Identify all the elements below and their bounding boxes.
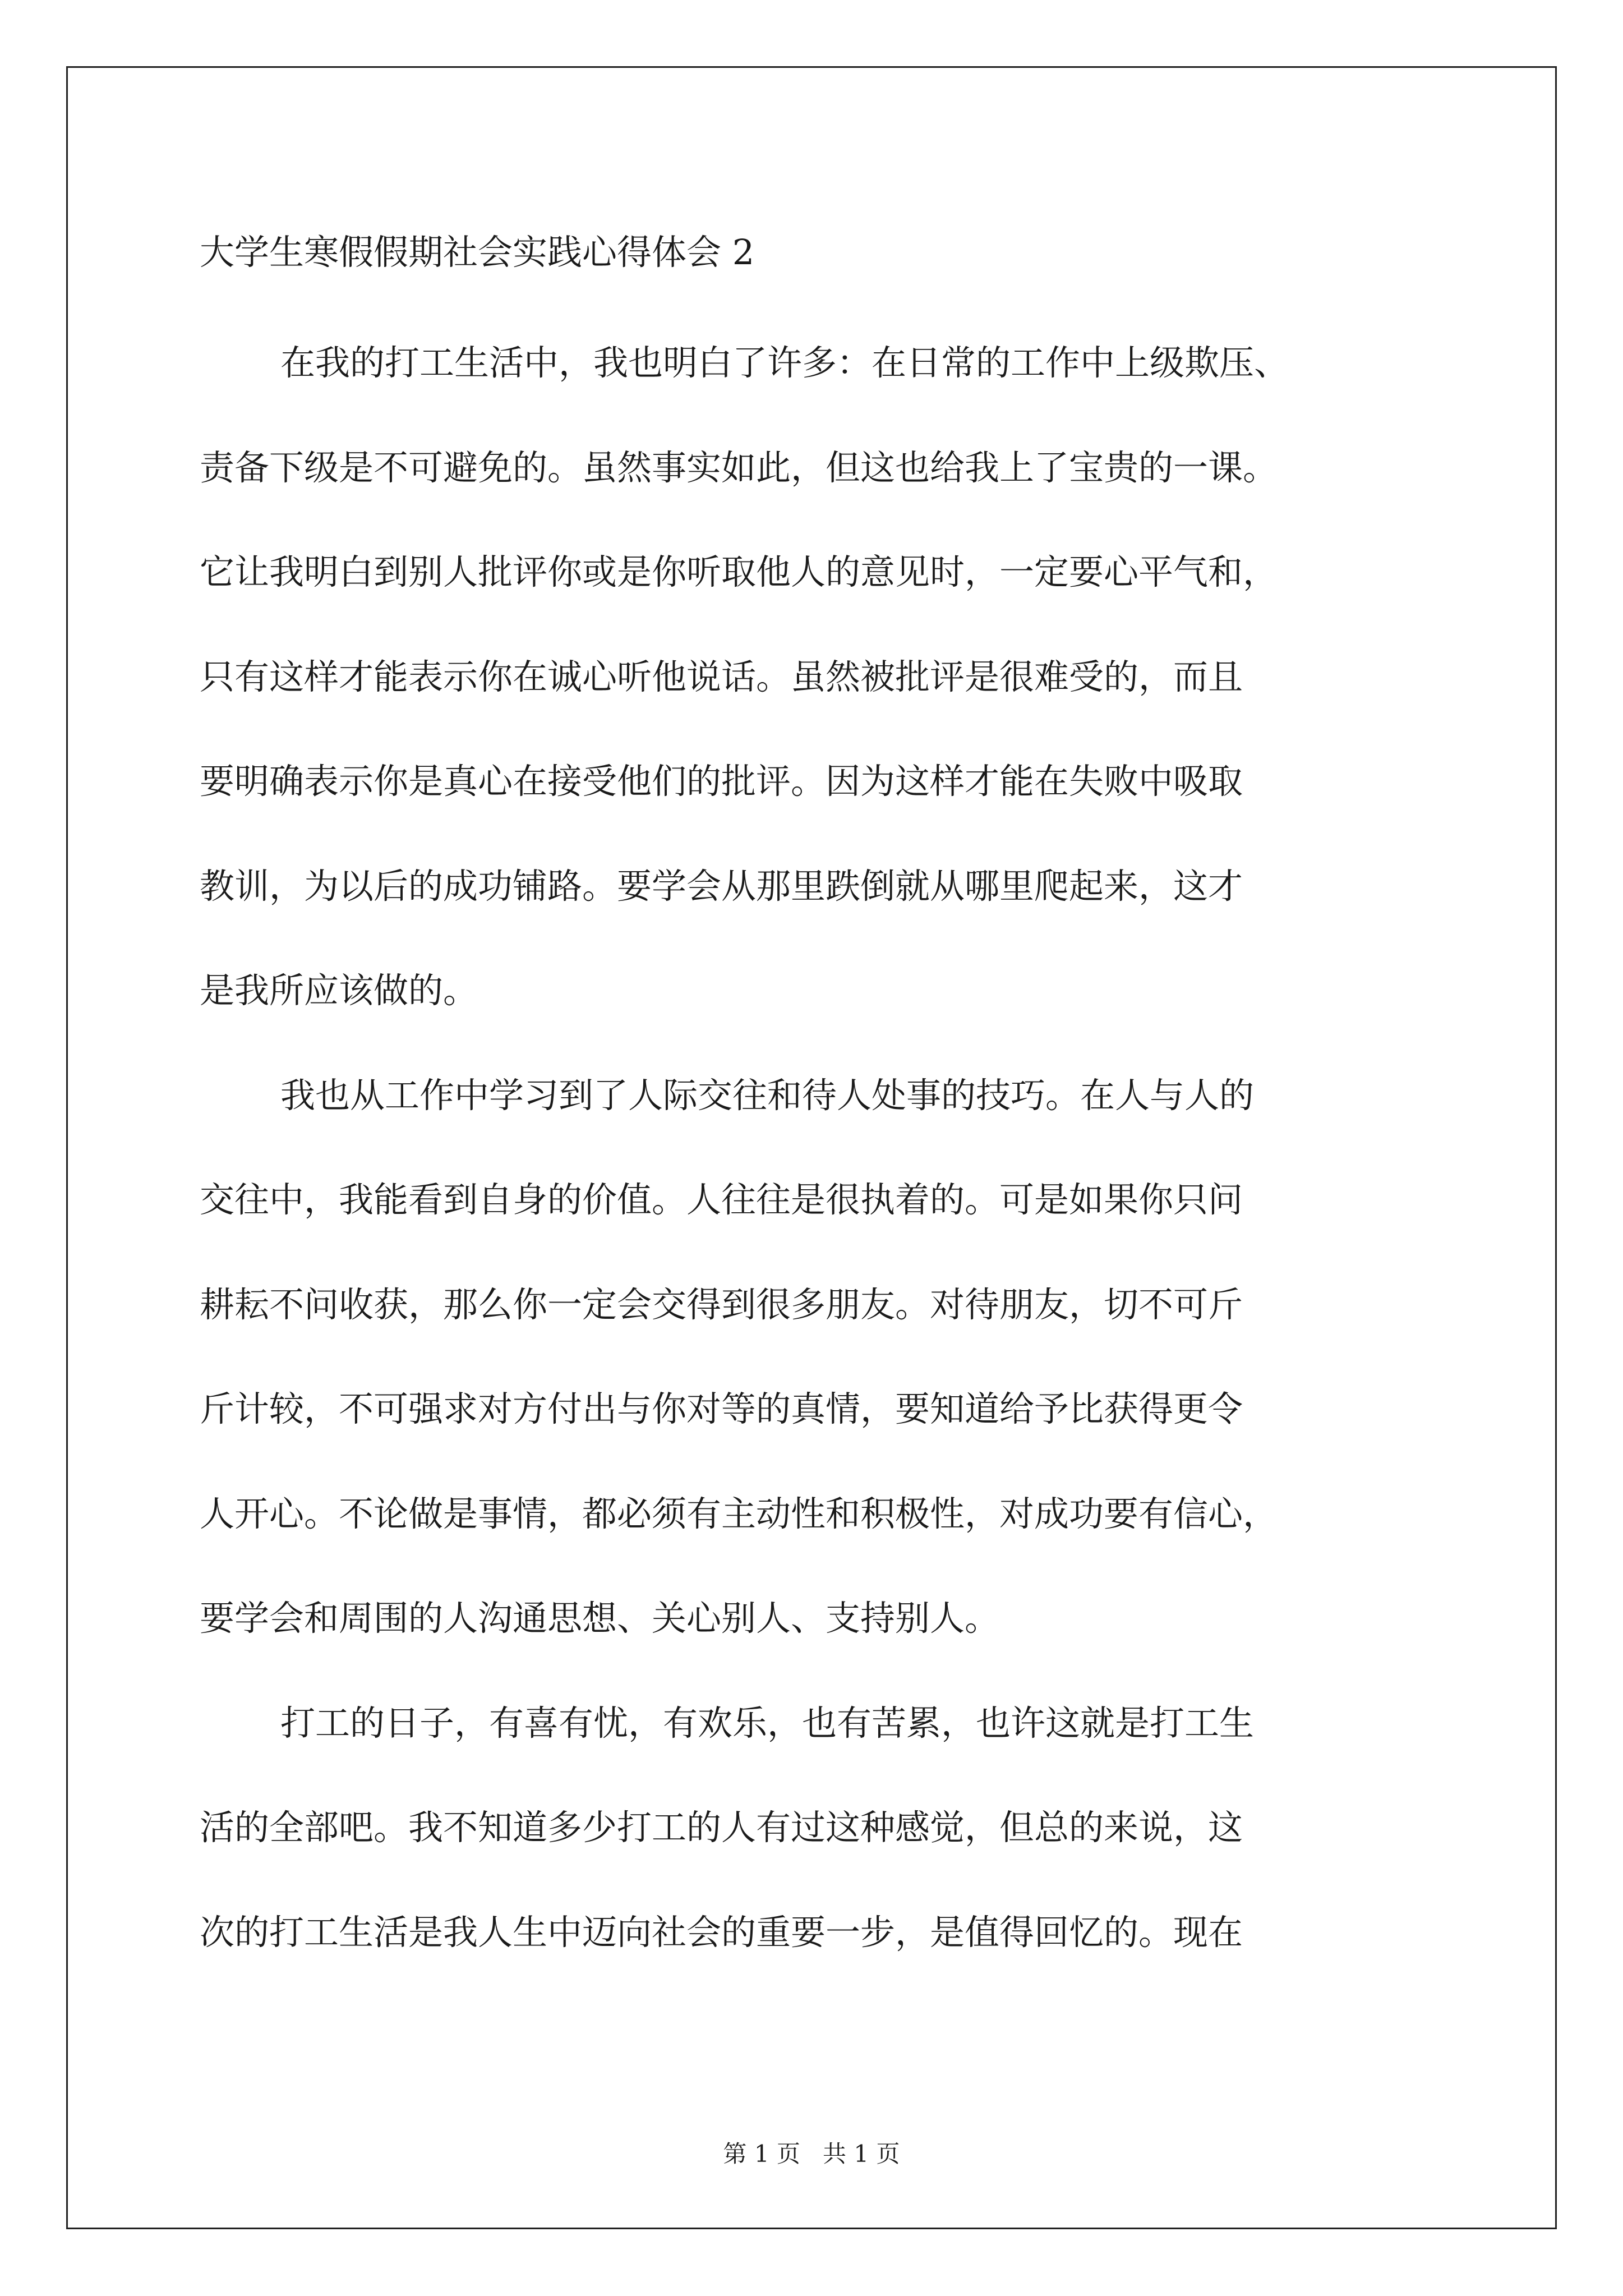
paragraph-1-line-1: 在我的打工生活中，我也明白了许多：在日常的工作中上级欺压、	[280, 342, 1289, 383]
page-number-footer: 第 1 页 共 1 页	[723, 2140, 900, 2168]
paragraph-1-line-6: 教训，为以后的成功铺路。要学会从那里跌倒就从哪里爬起来，这才	[200, 866, 1243, 907]
paragraph-2-line-5: 人开心。不论做是事情，都必须有主动性和积极性，对成功要有信心，	[200, 1493, 1278, 1534]
paragraph-2-line-2: 交往中，我能看到自身的价值。人往往是很执着的。可是如果你只问	[200, 1179, 1243, 1220]
paragraph-1-line-4: 只有这样才能表示你在诚心听他说话。虽然被批评是很难受的，而且	[200, 656, 1243, 697]
paragraph-3-line-2: 活的全部吧。我不知道多少打工的人有过这种感觉，但总的来说，这	[200, 1807, 1243, 1848]
paragraph-2-line-3: 耕耘不问收获，那么你一定会交得到很多朋友。对待朋友，切不可斤	[200, 1284, 1243, 1325]
paragraph-1-line-2: 责备下级是不可避免的。虽然事实如此，但这也给我上了宝贵的一课。	[200, 447, 1278, 488]
paragraph-2-line-6: 要学会和周围的人沟通思想、关心别人、支持别人。	[200, 1598, 1000, 1639]
paragraph-1-line-3: 它让我明白到别人批评你或是你听取他人的意见时，一定要心平气和，	[200, 551, 1278, 592]
paragraph-2-line-1: 我也从工作中学习到了人际交往和待人处事的技巧。在人与人的	[280, 1075, 1255, 1116]
document-title: 大学生寒假假期社会实践心得体会 2	[200, 232, 755, 273]
paragraph-3-line-3: 次的打工生活是我人生中迈向社会的重要一步，是值得回忆的。现在	[200, 1912, 1243, 1953]
paragraph-1-line-5: 要明确表示你是真心在接受他们的批评。因为这样才能在失败中吸取	[200, 761, 1243, 802]
paragraph-3-line-1: 打工的日子，有喜有忧，有欢乐，也有苦累，也许这就是打工生	[280, 1703, 1255, 1743]
paragraph-2-line-4: 斤计较，不可强求对方付出与你对等的真情，要知道给予比获得更令	[200, 1388, 1243, 1429]
paragraph-1-line-7: 是我所应该做的。	[200, 970, 478, 1011]
